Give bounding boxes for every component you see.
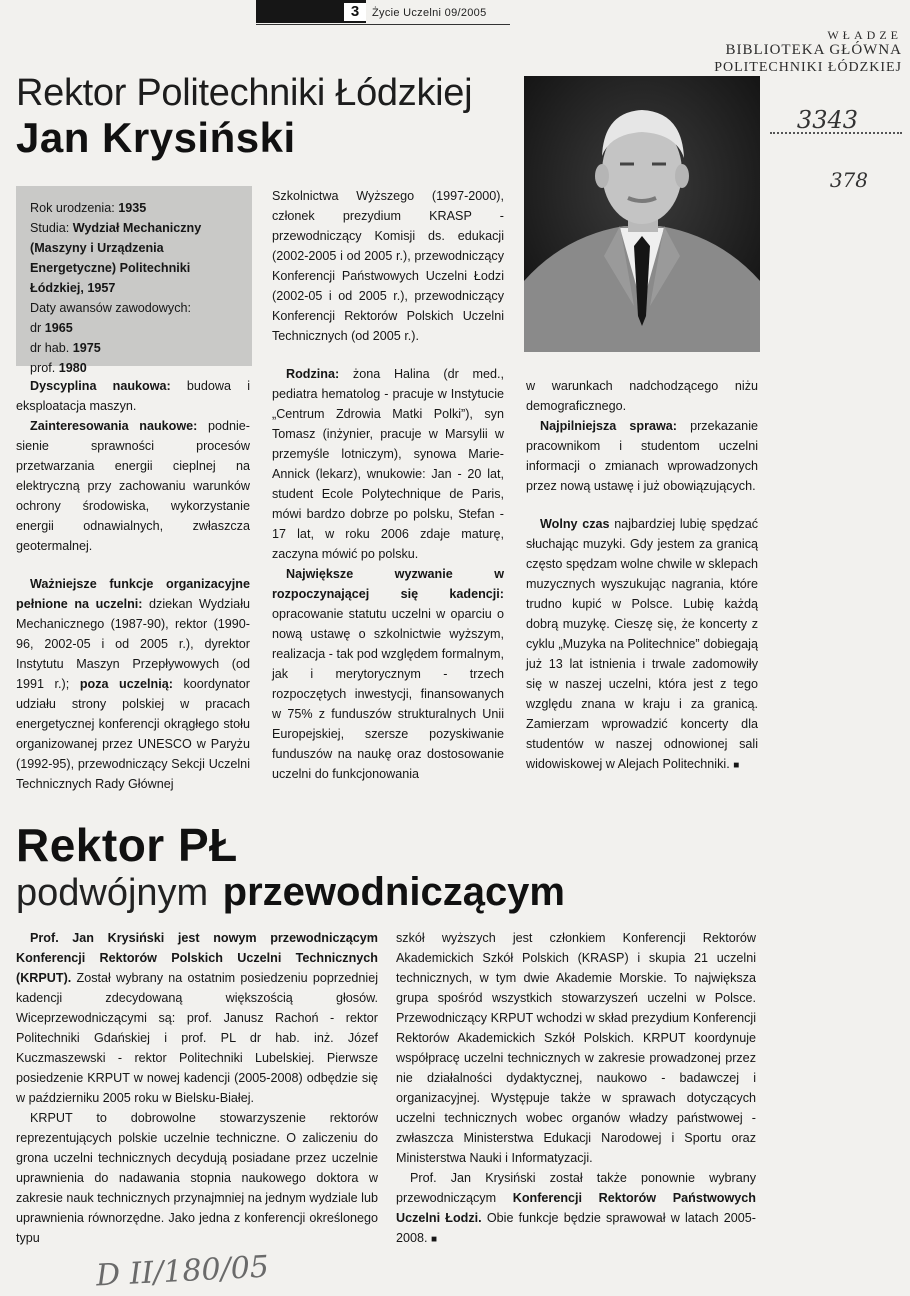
lead-paragraph [16, 928, 378, 1108]
paragraph-bold: Konferencji Rektorów Państwowych Uczelni Łodzi. [396, 1191, 756, 1225]
page-number: 3 [344, 3, 366, 21]
family-paragraph [272, 364, 504, 564]
paragraph-label: Największe wyzwanie w rozpoczynającej się kadencji: [272, 567, 504, 601]
paragraph-text: w warunkach nadchodzącego niżu demograficznego. [526, 379, 758, 413]
functions-paragraph [16, 574, 250, 794]
infobox-professor [30, 358, 246, 378]
discipline-paragraph [16, 376, 250, 416]
paragraph-text: opracowanie statutu uczelni w oparciu o nową ustawę o szkolnictwie wyższym, realizacja - tak pod względem formalnym, jak i merytorycznym - trzech rozpoczętych inwestycji, finansowanych w 75% z funduszów strukturalnych Unii Europejskiej, szersze pozyskiwanie funduszów na naukę oraz dostosowanie uczelni do funkcjonowania [272, 607, 504, 781]
paragraph-lead: Prof. Jan Krysiński jest nowym przewodniczącym Konferencji Rektorów Polskich Uczelni Technicznych (KRPUT). [16, 931, 378, 985]
col2-top-paragraph: Szkolnictwa Wyższego (1997-2000), członek prezydium KRASP - przewodniczący Komisji ds. edukacji (2002-2005 i od 2005 r.), przewodniczący Konferencji Państwowych Uczelni Łodzi (2002-05 i od 2005 r.), przewodniczący Konferencji Rektorów Polskich Uczelni Technicznych (od 2005 r.). [272, 189, 504, 343]
paragraph-text: Został wybrany na ostatnim posiedzeniu poprzedniej kadencji zdecydowaną większością głosów. Wiceprzewodniczącymi są: prof. Janusz Rachoń - rektor Politechniki Gdańskiej i prof. PL dr hab. inż. Józef Kuczmaszewski - rektor Politechniki Lubelskiej. Pierwsze posiedzenie KRPUT w nowej kadencji (2005-2008) odbędzie się w październiku 2005 roku w Bielsku-Białej. [16, 971, 378, 1105]
infobox-value: 1980 [58, 361, 87, 375]
article-kicker: Rektor Politechniki Łódzkiej [16, 72, 473, 114]
paragraph-label: Najpilniejsza sprawa: [540, 419, 677, 433]
paragraph-text: Prof. Jan Krysiński został także ponownie wybrany przewodniczącym [396, 1171, 756, 1205]
paragraph-text: koordynator udziału strony polskiej w pracach energetycznej konferencji okrągłego stołu organizowanej przez UNESCO w Paryżu (1992-95), przewodniczący Sekcji Uczelni Technicznych Rady Głównej [16, 677, 250, 791]
article2-column-2 [396, 928, 756, 1250]
article1-column-2 [272, 186, 504, 784]
interests-paragraph [16, 416, 250, 556]
paragraph-text: podniesienie sprawności procesów przetwarzania energii cieplnej na elektryczną przy zachowaniu warunków ochrony środowiska, wykorzystanie energii odnawialnych, zwłaszcza geotermalnej. [16, 419, 250, 553]
paragraph-text: żona Halina (dr med., pediatra hematolog - pracuje w Instytucie „Centrum Zdrowia Matki Polki”), syn Tomasz (inżynier, pracuje w Marsylii w przemyśle lotniczym), synowa Marie-Annick (lekarz), wnukowie: Jan - 20 lat, student Ecole Polytechnique de Paris, mówi bardzo dobrze po polsku, Stefan - 17 lat, w roku 2006 zdaje maturę, zaczyna mówić po polsku. [272, 367, 504, 561]
article1-column-1 [16, 376, 250, 794]
infobox-phd [30, 318, 246, 338]
stamp-number: 3343 [796, 106, 858, 134]
urgent-paragraph [526, 416, 758, 496]
stamp-line-3: POLITECHNIKI ŁÓDZKIEJ [714, 60, 902, 75]
paragraph-label: Ważniejsze funkcje organizacyjne pełnione na uczelni: [16, 577, 250, 611]
krput-paragraph [16, 1108, 378, 1248]
subheadline-bold: przewodniczącym [222, 870, 565, 914]
infobox-habilitation [30, 338, 246, 358]
paragraph-text: KRPUT to dobrowolne stowarzyszenie rektorów reprezentujących polskie uczelnie techniczne. O zaliczeniu do grona uczelni technicznych decydują posiadane przez uczelnie uprawnienia do nadawania stopnia naukowego doktora w zakresie nauk technicznych przynajmniej na jednym wydziale lub uprawnienia równorzędne. Jako jedna z konferencji określonego typu [16, 1111, 378, 1245]
krasp-paragraph [396, 928, 756, 1168]
infobox-studies [30, 218, 246, 298]
infobox-label: prof. [30, 361, 59, 375]
end-mark: ■ [733, 760, 740, 771]
article2-subheadline [16, 870, 565, 915]
bio-infobox [16, 186, 252, 375]
article2-column-1 [16, 928, 378, 1248]
paragraph-label: Rodzina: [286, 367, 340, 381]
infobox-value: 1975 [72, 341, 101, 355]
paragraph-text: przekazanie pracownikom i studentom uczelni informacji o zmianach wprowadzonych przez nową ustawę i już obowiązujących. [526, 419, 758, 493]
rector-portrait [524, 76, 760, 352]
article2-headline: Rektor PŁ [16, 819, 238, 871]
infobox-birth-year [30, 198, 246, 218]
infobox-label: dr hab. [30, 341, 73, 355]
end-mark: ■ [431, 1234, 438, 1245]
paragraph-label: Dyscyplina naukowa: [30, 379, 171, 393]
infobox-label: Rok urodzenia: [30, 201, 119, 215]
stamp-line-2: BIBLIOTEKA GŁÓWNA [725, 42, 902, 58]
paragraph-label: Zainteresowania naukowe: [30, 419, 198, 433]
free-time-paragraph [526, 514, 758, 776]
article1-column-3 [526, 376, 758, 776]
library-stamp [640, 28, 902, 192]
infobox-label: Studia: [30, 221, 73, 235]
stamp-line-1: WŁADZE [827, 28, 902, 42]
paragraph-label: Wolny czas [540, 517, 610, 531]
header-bar [256, 0, 510, 25]
stamp-page: 378 [829, 168, 868, 192]
paragraph-label: poza uczelnią: [79, 677, 173, 691]
challenge-paragraph [272, 564, 504, 784]
demography-paragraph [526, 376, 758, 416]
article-headline: Jan Krysiński [16, 114, 296, 161]
paragraph-text: Obie funkcje będzie sprawował w latach 2005-2008. [396, 1211, 756, 1245]
portrait-illustration [524, 76, 760, 352]
infobox-value: 1965 [44, 321, 73, 335]
paragraph-text: najbardziej lubię spędzać słuchając muzyki. Gdy jestem za granicą często spędzam wolne chwile w sklepach muzycznych wyszukując nagrania, które trudno kupić w Polsce. Lubię każdą dobrą muzykę. Cieszę się, że koncerty z cyklu „Muzyka na Politechnice” dobiegają już 13 lat istnienia i trwale zadomowiły się w naszej uczelni, która jest z tego względu znana w kraju i za granicą. Zamierzam wprowadzić koncerty dla studentów w naszej odnowionej sali widowiskowej w Alejach Politechniki. [526, 517, 759, 771]
second-function-paragraph [396, 1168, 756, 1250]
paragraph-text: budowa i eksploatacja maszyn. [16, 379, 250, 413]
stamp-dotted-rule [770, 132, 902, 134]
infobox-promotions [30, 298, 246, 318]
publication-name: Życie Uczelni 09/2005 [372, 7, 487, 19]
infobox-value: 1935 [118, 201, 147, 215]
handwritten-signature: D II/180/05 [95, 1249, 270, 1294]
paragraph-text: dziekan Wydziału Mechanicznego (1987-90), rektor (1990-96, 2002-05 i od 2005 r.), dyrektor Instytutu Maszyn Przepływowych (od 1991 r.); [16, 597, 250, 691]
infobox-value: Wydział Mechaniczny (Maszyny i Urządzenia Energetyczne) Politechniki Łódzkiej, 1957 [30, 221, 202, 295]
paragraph-text: szkół wyższych jest członkiem Konferencji Rektorów Akademickich Szkół Polskich (KRASP) i skupia 21 uczelni technicznych, w tym dwie Akademie Morskie. To największa grupa spośród wszystkich stowarzyszeń uczelni w Polsce. Przewodniczący KRPUT wchodzi w skład prezydium Konferencji Rektorów Akademickich Szkół Polskich. KRPUT koordynuje współpracę uczelni technicznych w zakresie prowadzonej przez nie działalności dydaktycznej, naukowo - badawczej i organizacyjnej. Występuje także w sprawach dotyczących uczelni technicznych wobec organów władzy państwowej - zwłaszcza Ministerstwa Edukacji Narodowej i Sportu oraz Ministerstwa Nauki i Informatyzacji. [396, 931, 756, 1165]
infobox-label: Daty awansów zawodowych: [30, 301, 191, 315]
infobox-label: dr [30, 321, 45, 335]
subheadline-light: podwójnym [16, 872, 209, 914]
